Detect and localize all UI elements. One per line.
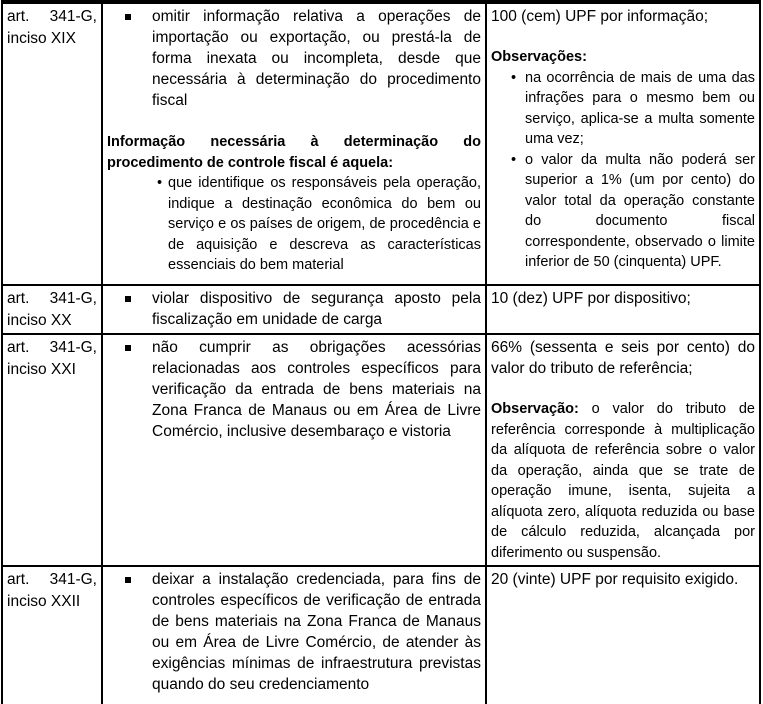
infraction-text: omitir informação relativa a operações de importação ou exportação, ou prestá-la de forma inexata ou incompleta, desde que necessária à determinação do procedimento fiscal xyxy=(152,8,481,109)
penalty-obs-text: o valor da multa não poderá ser superior a 1% (um por cento) do valor total da operação constante do documento fiscal correspondente, observado o limite inferior de 50 (cinquenta) UPF. xyxy=(525,151,755,270)
infraction-sub-text: que identifique os responsáveis pela operação, indique a destinação econômica do bem ou serviço e os países de origem, de procedência e de aquisição e descreva as características essenciais do bem material xyxy=(168,175,481,273)
square-bullet-icon xyxy=(125,296,131,302)
ref-cell xyxy=(2,334,102,566)
penalty-cell xyxy=(486,566,760,704)
table-row-inciso-xix xyxy=(2,3,760,285)
infraction-text: deixar a instalação credenciada, para fins de controles específicos de verificação de entrada de bens materiais na Zona Franca de Manaus ou em Área de Livre Comércio, de atender às exigências mínimas de infraestrutura previstas quando do seu credenciamento xyxy=(152,571,481,693)
legal-reference: art. 341-G, inciso XIX xyxy=(7,8,97,47)
infraction-cell xyxy=(102,3,486,285)
penalty-obs-item xyxy=(491,150,755,273)
infraction-note-heading: Informação necessária à determinação do procedimento de controle fiscal é aquela: xyxy=(107,134,481,171)
penalty-text: 20 (vinte) UPF por requisito exigido. xyxy=(491,571,739,588)
penalty-text: 100 (cem) UPF por informação; xyxy=(491,8,709,25)
ref-cell xyxy=(2,285,102,334)
legal-reference: art. 341-G, inciso XX xyxy=(7,290,97,329)
infraction-item xyxy=(107,288,481,330)
infraction-cell xyxy=(102,566,486,704)
penalty-cell xyxy=(486,3,760,285)
penalty-cell xyxy=(486,285,760,334)
ref-cell xyxy=(2,566,102,704)
infraction-item xyxy=(107,6,481,111)
legal-reference: art. 341-G, inciso XXII xyxy=(7,571,97,610)
penalty-cell xyxy=(486,334,760,566)
infraction-text: violar dispositivo de segurança aposto pela fiscalização em unidade de carga xyxy=(152,290,481,328)
infraction-cell xyxy=(102,334,486,566)
infraction-cell xyxy=(102,285,486,334)
round-bullet-icon: • xyxy=(157,175,163,191)
round-bullet-icon: • xyxy=(511,151,517,168)
penalty-obs-heading: Observações: xyxy=(491,49,587,65)
square-bullet-icon xyxy=(125,14,131,20)
infraction-item xyxy=(107,569,481,695)
infraction-item xyxy=(107,337,481,442)
square-bullet-icon xyxy=(125,345,131,351)
round-bullet-icon: • xyxy=(511,69,517,86)
penalty-text: 66% (sessenta e seis por cento) do valor do tributo de referência; xyxy=(491,339,755,377)
penalty-text: 10 (dez) UPF por dispositivo; xyxy=(491,290,691,307)
table-row-inciso-xxii xyxy=(2,566,760,704)
infraction-text: não cumprir as obrigações acessórias relacionadas aos controles específicos para verificação da entrada de bens materiais na Zona Franca de Manaus ou em Área de Livre Comércio, inclusive desembaraço e vistoria xyxy=(152,339,481,440)
infraction-sub-item xyxy=(107,173,481,276)
penalty-obs-text: o valor do tributo de referência corresponde à multiplicação da alíquota de referência sobre o valor da operação, ainda que se trate de operação imune, isenta, sujeita a alíquota zero, alíquota reduzida ou base de cálculo reduzida, alcançada por diferimento ou suspensão. xyxy=(491,401,755,561)
penalty-table xyxy=(1,0,761,704)
penalty-obs-heading: Observação: xyxy=(491,401,592,417)
legal-reference: art. 341-G, inciso XXI xyxy=(7,339,97,378)
penalty-obs-paragraph xyxy=(491,399,755,563)
ref-cell xyxy=(2,3,102,285)
table-row-inciso-xxi xyxy=(2,334,760,566)
penalty-obs-text: na ocorrência de mais de uma das infrações para o mesmo bem ou serviço, aplica-se a multa somente uma vez; xyxy=(525,69,755,147)
square-bullet-icon xyxy=(125,577,131,583)
table-row-inciso-xx xyxy=(2,285,760,334)
penalty-obs-item xyxy=(491,68,755,150)
